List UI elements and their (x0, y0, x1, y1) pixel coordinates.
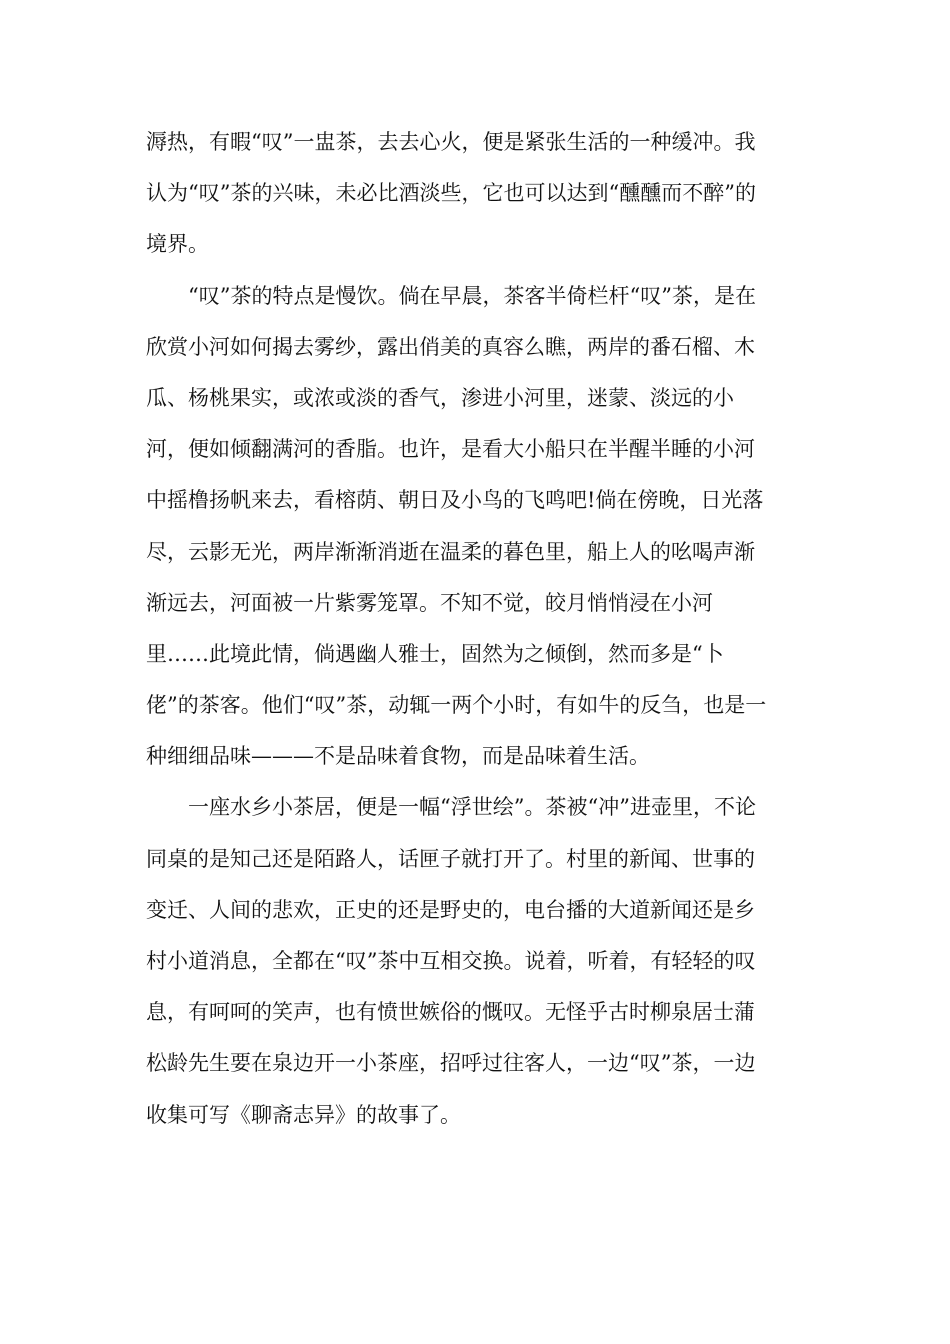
paragraph-1-line-1: 溽热，有暇“叹”一盅茶，去去心火，便是紧张生活的一种缓冲。我 (146, 130, 756, 154)
paragraph-2-line-1: “叹”茶的特点是慢饮。倘在早晨，茶客半倚栏杆“叹”茶，是在 (188, 283, 756, 308)
paragraph-3-line-7: 收集可写《聊斋志异》的故事了。 (146, 1102, 461, 1127)
paragraph-1-line-3: 境界。 (146, 232, 209, 257)
paragraph-3-line-5: 息，有呵呵的笑声，也有愤世嫉俗的慨叹。无怪乎古时柳泉居士蒲 (146, 1000, 755, 1025)
paragraph-2-line-10: 种细细品味———不是品味着食物，而是品味着生活。 (146, 744, 650, 769)
paragraph-2-line-8: 里……此境此情，倘遇幽人雅士，固然为之倾倒，然而多是“卜 (146, 641, 724, 666)
paragraph-3-line-3: 变迁、人间的悲欢，正史的还是野史的，电台播的大道新闻还是乡 (146, 897, 755, 922)
paragraph-3-line-2: 同桌的是知己还是陌路人，话匣子就打开了。村里的新闻、世事的 (146, 846, 755, 871)
paragraph-2-line-9: 佬”的茶客。他们“叹”茶，动辄一两个小时，有如牛的反刍，也是一 (146, 693, 767, 718)
paragraph-2-line-5: 中摇橹扬帆来去，看榕荫、朝日及小鸟的飞鸣吧!倘在傍晚，日光落 (146, 488, 764, 513)
paragraph-2-line-3: 瓜、杨桃果实，或浓或淡的香气，渗进小河里，迷蒙、淡远的小 (146, 385, 734, 410)
paragraph-2-line-2: 欣赏小河如何揭去雾纱，露出俏美的真容么瞧，两岸的番石榴、木 (146, 334, 755, 359)
paragraph-3-line-1: 一座水乡小茶居，便是一幅“浮世绘”。茶被“冲”进壶里，不论 (188, 795, 756, 820)
paragraph-2-line-7: 渐远去，河面被一片紫雾笼罩。不知不觉，皎月悄悄浸在小河 (146, 590, 713, 615)
paragraph-3-line-6: 松龄先生要在泉边开一小茶座，招呼过往客人，一边“叹”茶，一边 (146, 1051, 756, 1076)
article-body (146, 117, 806, 1141)
paragraph-2-line-4: 河，便如倾翻满河的香脂。也许，是看大小船只在半醒半睡的小河 (146, 437, 755, 462)
paragraph-3-line-4: 村小道消息，全都在“叹”茶中互相交换。说着，听着，有轻轻的叹 (146, 949, 756, 973)
paragraph-2-line-6: 尽，云影无光，两岸渐渐消逝在温柔的暮色里，船上人的吆喝声渐 (146, 539, 755, 564)
paragraph-1-line-2: 认为“叹”茶的兴味，未必比酒淡些，它也可以达到“醺醺而不醉”的 (146, 181, 756, 206)
